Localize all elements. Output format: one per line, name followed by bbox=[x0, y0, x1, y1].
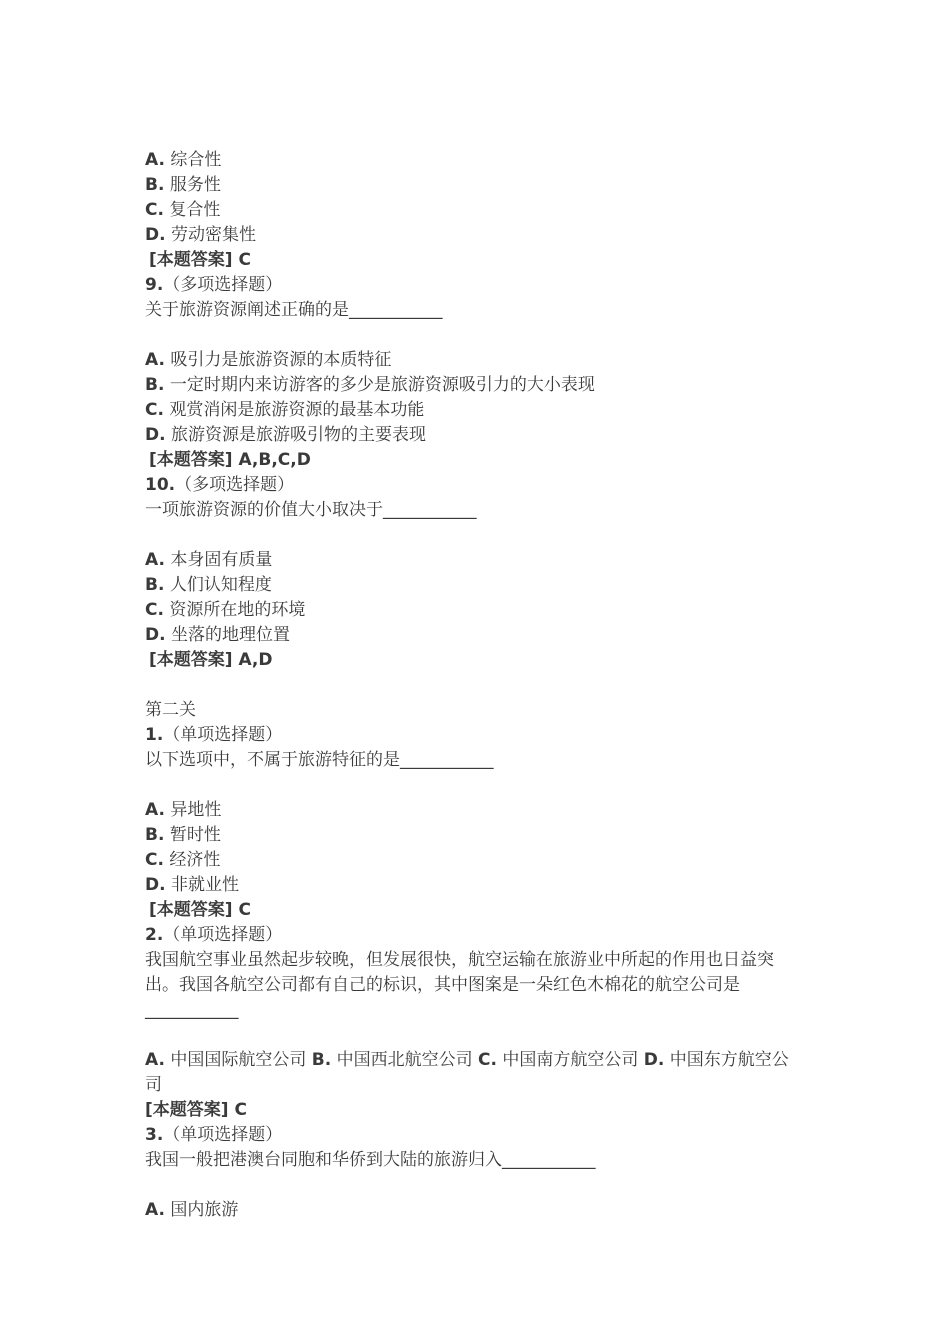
option-letter: A. bbox=[145, 1050, 165, 1070]
question-text: 我国航空事业虽然起步较晚，但发展很快，航空运输在旅游业中所起的作用也日益突出。我国各航空公司都有自己的标识，其中图案是一朵红色木棉花的航空公司是___________ bbox=[145, 950, 774, 1020]
answer-key: [本题答案] C bbox=[149, 250, 251, 270]
option-text: 异地性 bbox=[170, 800, 222, 820]
question-number: 3. bbox=[145, 1125, 164, 1145]
option-text: 一定时期内来访游客的多少是旅游资源吸引力的大小表现 bbox=[169, 375, 595, 395]
answer-option bbox=[145, 173, 805, 198]
answer-option bbox=[145, 1198, 805, 1223]
option-text: 人们认知程度 bbox=[169, 575, 272, 595]
answer-key: [本题答案] A,B,C,D bbox=[149, 450, 311, 470]
option-text: 综合性 bbox=[170, 150, 222, 170]
option-text: 国内旅游 bbox=[170, 1200, 239, 1220]
option-letter: D. bbox=[643, 1050, 665, 1070]
answer-option bbox=[145, 148, 805, 173]
option-text: 坐落的地理位置 bbox=[170, 625, 290, 645]
question-header bbox=[145, 273, 805, 298]
answer-key: [本题答案] C bbox=[145, 1100, 247, 1120]
question-number: 10. bbox=[145, 475, 176, 495]
answer-option bbox=[145, 873, 805, 898]
option-letter: C. bbox=[145, 200, 164, 220]
blank-line bbox=[145, 773, 805, 798]
option-letter: A. bbox=[145, 150, 165, 170]
answer-option bbox=[145, 373, 805, 398]
blank-line bbox=[145, 1173, 805, 1198]
answer-option bbox=[145, 548, 805, 573]
option-letter: D. bbox=[145, 625, 166, 645]
question-header bbox=[145, 1123, 805, 1148]
blank-line bbox=[145, 673, 805, 698]
question-type: （多项选择题） bbox=[163, 275, 283, 295]
answer-option bbox=[145, 823, 805, 848]
option-letter: B. bbox=[311, 1050, 332, 1070]
answer-option bbox=[145, 573, 805, 598]
blank-line bbox=[145, 523, 805, 548]
question-type: （单项选择题） bbox=[163, 1125, 283, 1145]
question-type: （多项选择题） bbox=[175, 475, 295, 495]
question-type: （单项选择题） bbox=[163, 925, 283, 945]
blank-line bbox=[145, 323, 805, 348]
option-text: 中国东方航空公司 bbox=[145, 1050, 789, 1095]
answer-option bbox=[145, 848, 805, 873]
question-text: 我国一般把港澳台同胞和华侨到大陆的旅游归入___________ bbox=[145, 1150, 596, 1170]
answer-option bbox=[145, 348, 805, 373]
option-letter: A. bbox=[145, 800, 165, 820]
option-letter: B. bbox=[145, 375, 165, 395]
option-letter: B. bbox=[145, 825, 165, 845]
option-letter: C. bbox=[145, 850, 164, 870]
option-letter: A. bbox=[145, 550, 165, 570]
answer-key: [本题答案] A,D bbox=[149, 650, 273, 670]
option-text: 吸引力是旅游资源的本质特征 bbox=[170, 350, 392, 370]
option-letter: C. bbox=[145, 400, 164, 420]
answer-option bbox=[145, 623, 805, 648]
option-letter: D. bbox=[145, 875, 166, 895]
option-text: 服务性 bbox=[169, 175, 221, 195]
document-content bbox=[145, 148, 805, 1223]
blank-line bbox=[145, 1023, 805, 1048]
question-text: 关于旅游资源阐述正确的是___________ bbox=[145, 300, 443, 320]
option-letter: D. bbox=[145, 225, 166, 245]
answer-option bbox=[145, 598, 805, 623]
option-text: 观赏消闲是旅游资源的最基本功能 bbox=[169, 400, 425, 420]
option-letter: C. bbox=[145, 600, 164, 620]
option-text: 非就业性 bbox=[170, 875, 239, 895]
answer-key: [本题答案] C bbox=[149, 900, 251, 920]
answer-option bbox=[145, 423, 805, 448]
option-letter: A. bbox=[145, 1200, 165, 1220]
option-letter: B. bbox=[145, 575, 165, 595]
option-text: 中国南方航空公司 bbox=[502, 1050, 639, 1070]
option-text: 复合性 bbox=[169, 200, 221, 220]
option-text: 资源所在地的环境 bbox=[169, 600, 306, 620]
option-text: 旅游资源是旅游吸引物的主要表现 bbox=[170, 425, 426, 445]
question-number: 9. bbox=[145, 275, 164, 295]
option-text: 中国国际航空公司 bbox=[170, 1050, 307, 1070]
answer-option bbox=[145, 798, 805, 823]
answer-option bbox=[145, 198, 805, 223]
option-letter: A. bbox=[145, 350, 165, 370]
document-page bbox=[145, 148, 805, 1223]
question-number: 2. bbox=[145, 925, 164, 945]
inline-options bbox=[145, 1048, 805, 1098]
option-text: 中国西北航空公司 bbox=[336, 1050, 473, 1070]
question-text: 以下选项中，不属于旅游特征的是___________ bbox=[145, 750, 494, 770]
question-number: 1. bbox=[145, 725, 164, 745]
question-text: 第二关 bbox=[145, 700, 196, 720]
option-letter: B. bbox=[145, 175, 165, 195]
question-header bbox=[145, 923, 805, 948]
question-header bbox=[145, 723, 805, 748]
option-text: 劳动密集性 bbox=[170, 225, 256, 245]
option-text: 经济性 bbox=[169, 850, 221, 870]
option-text: 本身固有质量 bbox=[170, 550, 273, 570]
option-text: 暂时性 bbox=[169, 825, 221, 845]
question-text: 一项旅游资源的价值大小取决于___________ bbox=[145, 500, 477, 520]
question-type: （单项选择题） bbox=[163, 725, 283, 745]
answer-option bbox=[145, 223, 805, 248]
answer-option bbox=[145, 398, 805, 423]
option-letter: C. bbox=[477, 1050, 497, 1070]
question-header bbox=[145, 473, 805, 498]
option-letter: D. bbox=[145, 425, 166, 445]
